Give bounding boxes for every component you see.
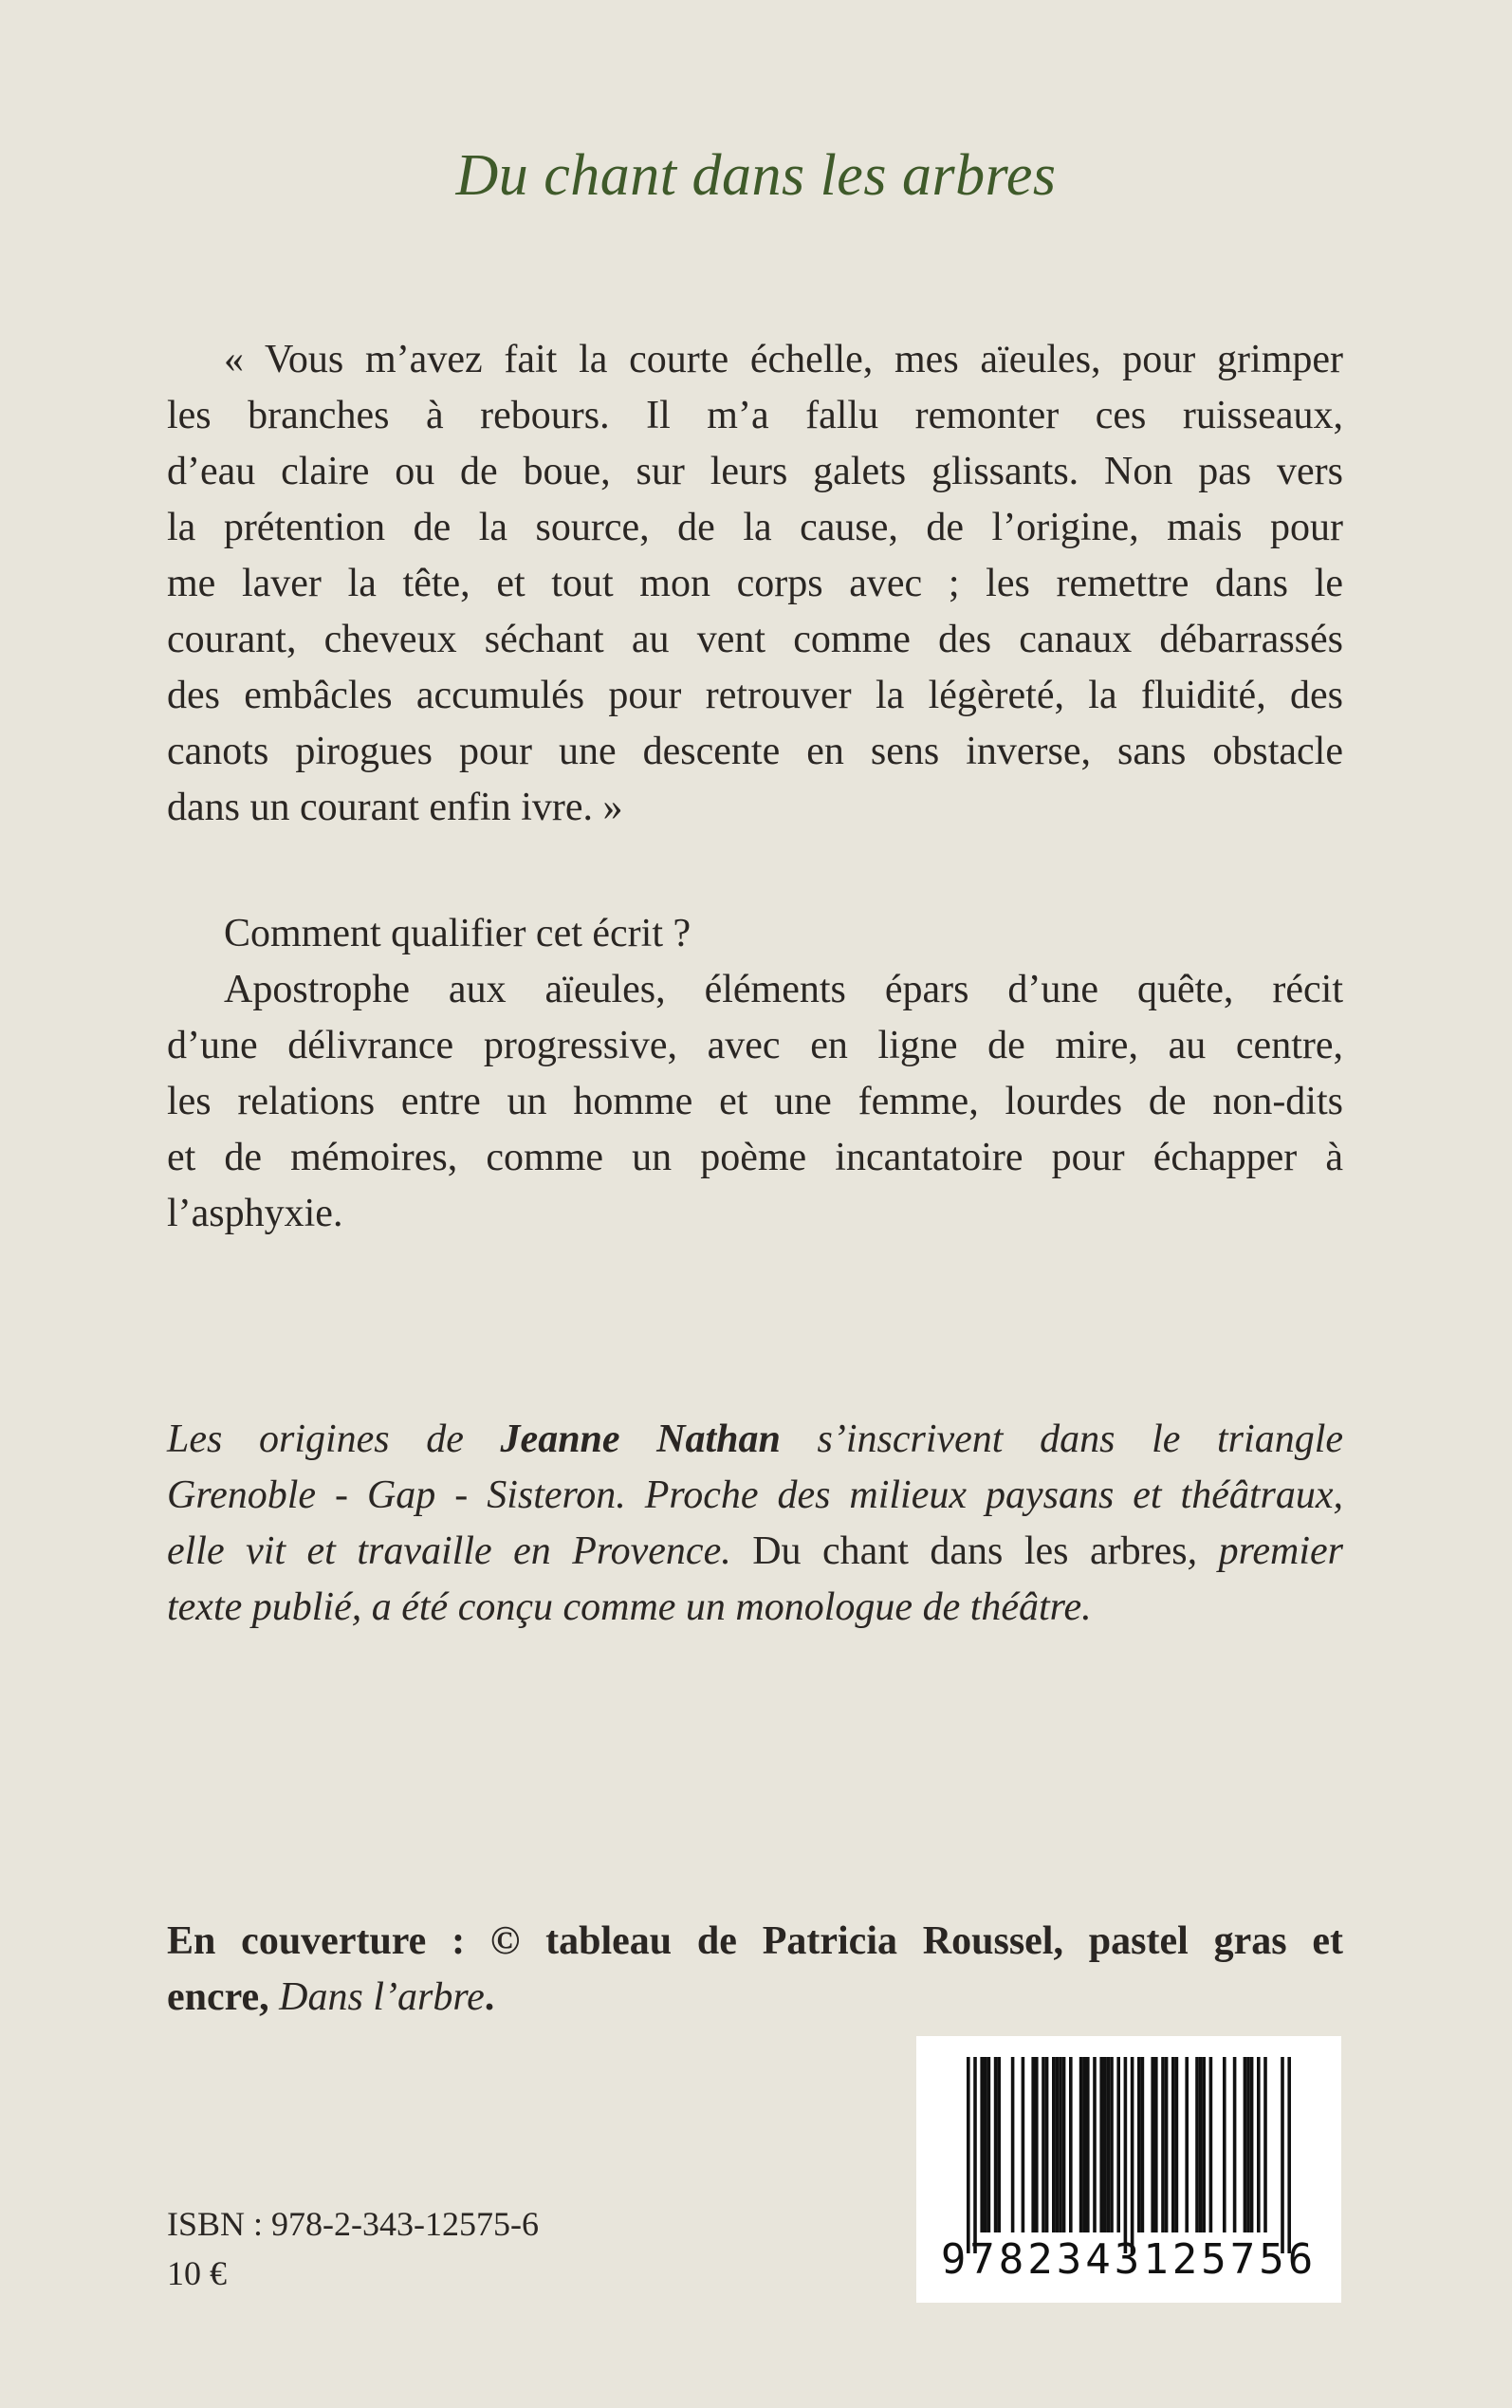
- barcode-bar: [997, 2057, 1001, 2232]
- barcode-bar: [1069, 2057, 1073, 2232]
- barcode-bar: [1082, 2057, 1086, 2232]
- barcode-bar: [1124, 2057, 1128, 2253]
- barcode-bar: [1079, 2057, 1083, 2232]
- quote-line: « Vous m’avez fait la courte échelle, mes aïeules, pour grimper: [224, 338, 1343, 381]
- credit-artwork-title: Dans l’arbre: [279, 1975, 485, 2019]
- quote-block: [167, 332, 1343, 836]
- barcode-bar: [1246, 2057, 1250, 2232]
- bio-text: Les origines de: [167, 1417, 501, 1461]
- quote-line: me laver la tête, et tout mon corps avec ; les remettre dans le: [167, 562, 1343, 605]
- barcode-bar: [1257, 2057, 1261, 2232]
- barcode-bar: [1287, 2057, 1291, 2253]
- credit-line: En couverture : © tableau de Patricia Roussel, pastel gras et: [167, 1919, 1343, 1963]
- quote-line: dans un courant enfin ivre. »: [167, 786, 623, 829]
- barcode-bar: [1052, 2057, 1056, 2232]
- barcode-bar: [1059, 2057, 1062, 2232]
- barcode-bar: [1086, 2057, 1090, 2232]
- commentary-line: l’asphyxie.: [167, 1192, 343, 1235]
- credit-line: [167, 1970, 1343, 2026]
- commentary-line: les relations entre un homme et une femme, lourdes de non-dits: [167, 1080, 1343, 1123]
- barcode-bar: [1107, 2057, 1111, 2232]
- barcode-bar: [1056, 2057, 1060, 2232]
- credit-text: .: [484, 1975, 495, 2019]
- barcode-bar: [1110, 2057, 1114, 2232]
- barcode-bar: [1202, 2057, 1206, 2232]
- barcode-digits: 9782343125756: [940, 2235, 1318, 2284]
- barcode-bar: [1035, 2057, 1039, 2232]
- quote-line: courant, cheveux séchant au vent comme des canaux débarrassés: [167, 618, 1343, 661]
- quote-line: des embâcles accumulés pour retrouver la légèreté, la fluidité, des: [167, 674, 1343, 717]
- barcode-bar: [994, 2057, 998, 2232]
- commentary-line: d’une délivrance progressive, avec en ligne de mire, au centre,: [167, 1024, 1343, 1067]
- quote-line: les branches à rebours. Il m’a fallu remonter ces ruisseaux,: [167, 394, 1343, 437]
- barcode-bar: [987, 2057, 991, 2232]
- barcode-bar: [1031, 2057, 1035, 2232]
- bio-line: Grenoble - Gap - Sisteron. Proche des milieux paysans et théâtraux,: [167, 1473, 1343, 1517]
- bio-book-title: Du chant dans les arbres: [752, 1529, 1188, 1573]
- barcode-bar: [967, 2057, 970, 2253]
- author-name: Jeanne Nathan: [500, 1417, 781, 1461]
- barcode-bar: [1099, 2057, 1103, 2232]
- barcode-bar: [1062, 2057, 1066, 2232]
- barcode-bar: [1195, 2057, 1199, 2232]
- barcode-bar: [1244, 2057, 1247, 2232]
- barcode-bar: [1116, 2057, 1120, 2232]
- quote-line: canots pirogues pour une descente en sens inverse, sans obstacle: [167, 730, 1343, 773]
- commentary-line: Apostrophe aux aïeules, éléments épars d’une quête, récit: [224, 968, 1343, 1011]
- bio-line: [167, 1412, 1343, 1468]
- bio-text: s’inscrivent dans le triangle: [780, 1417, 1343, 1461]
- isbn-number: ISBN : 978-2-343-12575-6: [167, 2205, 539, 2243]
- barcode-bar: [1209, 2057, 1213, 2232]
- quote-line: d’eau claire ou de boue, sur leurs galets glissants. Non pas vers: [167, 450, 1343, 493]
- barcode-bar: [1165, 2057, 1169, 2232]
- bio-line: texte publié, a été conçu comme un monologue de théâtre.: [167, 1585, 1092, 1629]
- barcode-bar: [1185, 2057, 1189, 2232]
- barcode-bar: [1103, 2057, 1107, 2232]
- barcode-bar: [1011, 2057, 1015, 2232]
- barcode-bar: [1042, 2057, 1045, 2232]
- barcode-bar: [1263, 2057, 1267, 2232]
- commentary-line: et de mémoires, comme un poème incantatoire pour échapper à: [167, 1136, 1343, 1179]
- barcode-bar: [1093, 2057, 1097, 2232]
- barcode-bar: [1137, 2057, 1141, 2232]
- bio-text: , premier: [1187, 1529, 1343, 1573]
- barcode-bar: [1022, 2057, 1025, 2232]
- bio-text: elle vit et travaille en Provence.: [167, 1529, 753, 1573]
- barcode-bar: [1151, 2057, 1154, 2232]
- barcode-bar: [1045, 2057, 1049, 2232]
- barcode-bar: [1141, 2057, 1145, 2232]
- barcode-bar: [1161, 2057, 1165, 2232]
- barcode-bar: [1154, 2057, 1158, 2232]
- cover-credit: [167, 1914, 1343, 2026]
- price: 10 €: [167, 2254, 227, 2292]
- barcode-bar: [1171, 2057, 1175, 2232]
- barcode-bar: [1175, 2057, 1179, 2232]
- isbn-price: [167, 2199, 539, 2298]
- barcode-bar: [1281, 2057, 1284, 2253]
- bio-line: [167, 1524, 1343, 1580]
- barcode-bar: [1250, 2057, 1254, 2232]
- barcode-bar: [980, 2057, 984, 2232]
- credit-text: encre,: [167, 1975, 280, 2019]
- quote-line: la prétention de la source, de la cause, de l’origine, mais pour: [167, 506, 1343, 549]
- author-bio: [167, 1412, 1343, 1636]
- barcode-bar: [1199, 2057, 1203, 2232]
- barcode: [916, 2036, 1341, 2303]
- commentary-question: Comment qualifier cet écrit ?: [224, 912, 691, 955]
- barcode-bar: [984, 2057, 987, 2232]
- barcode-bar: [1131, 2057, 1134, 2253]
- book-title: Du chant dans les arbres: [455, 143, 1057, 208]
- barcode-bar: [1223, 2057, 1226, 2232]
- barcode-bar: [1233, 2057, 1237, 2232]
- barcode-bar: [973, 2057, 977, 2253]
- commentary-block: [167, 906, 1343, 1242]
